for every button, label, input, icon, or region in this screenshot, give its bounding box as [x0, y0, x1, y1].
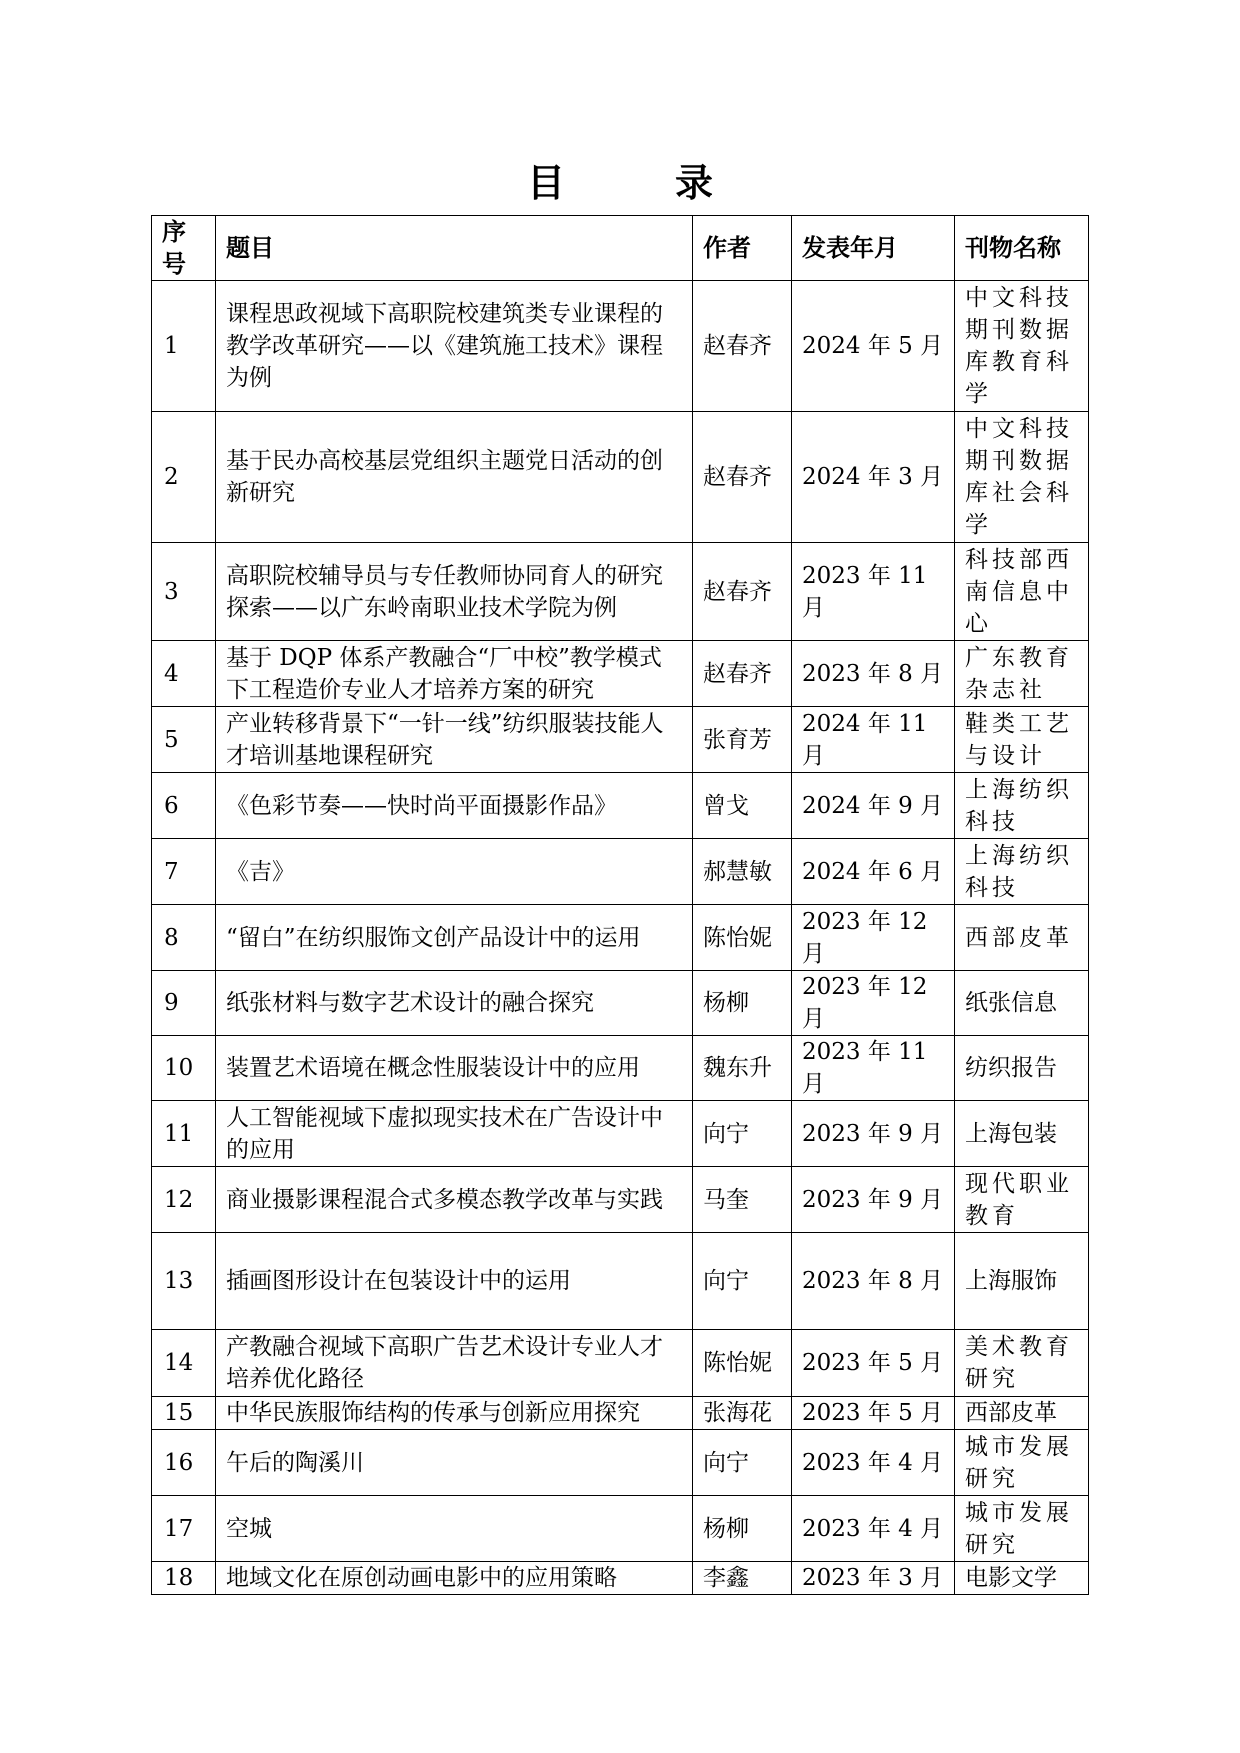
table-row	[152, 641, 1089, 707]
row-journal: 科技部西南信息中心	[955, 543, 1089, 641]
row-num: 1	[152, 281, 216, 412]
table-row	[152, 1430, 1089, 1496]
row-title: 空城	[216, 1496, 693, 1562]
row-author: 向宁	[693, 1101, 792, 1167]
row-title: 《吉》	[216, 839, 693, 905]
row-title: 纸张材料与数字艺术设计的融合探究	[216, 971, 693, 1036]
row-title: 中华民族服饰结构的传承与创新应用探究	[216, 1397, 693, 1430]
row-journal: 中文科技期刊数据库社会科学	[955, 412, 1089, 543]
row-date: 2023 年 3 月	[792, 1562, 955, 1595]
row-author: 陈怡妮	[693, 905, 792, 971]
row-author: 杨柳	[693, 1496, 792, 1562]
row-date: 2023 年 8 月	[792, 1233, 955, 1330]
row-journal: 美术教育研究	[955, 1330, 1089, 1397]
row-num: 7	[152, 839, 216, 905]
row-title: 产教融合视域下高职广告艺术设计专业人才培养优化路径	[216, 1330, 693, 1397]
row-title: 《色彩节奏——快时尚平面摄影作品》	[216, 773, 693, 839]
row-num: 8	[152, 905, 216, 971]
header-author: 作者	[693, 216, 792, 281]
row-journal: 上海服饰	[955, 1233, 1089, 1330]
row-num: 3	[152, 543, 216, 641]
table-row	[152, 412, 1089, 543]
row-num: 11	[152, 1101, 216, 1167]
table-row	[152, 905, 1089, 971]
row-author: 张育芳	[693, 707, 792, 773]
table-row	[152, 281, 1089, 412]
row-journal: 现代职业教育	[955, 1167, 1089, 1233]
row-author: 魏东升	[693, 1036, 792, 1101]
row-num: 13	[152, 1233, 216, 1330]
table-row	[152, 1101, 1089, 1167]
table-row	[152, 1330, 1089, 1397]
header-title: 题目	[216, 216, 693, 281]
table-row	[152, 971, 1089, 1036]
row-date: 2023 年 12 月	[792, 971, 955, 1036]
table-row	[152, 1562, 1089, 1595]
row-date: 2023 年 11 月	[792, 543, 955, 641]
row-title: 基于民办高校基层党组织主题党日活动的创新研究	[216, 412, 693, 543]
table-row	[152, 773, 1089, 839]
row-num: 4	[152, 641, 216, 707]
row-num: 15	[152, 1397, 216, 1430]
row-num: 16	[152, 1430, 216, 1496]
row-author: 杨柳	[693, 971, 792, 1036]
row-date: 2023 年 9 月	[792, 1101, 955, 1167]
row-num: 10	[152, 1036, 216, 1101]
row-author: 郝慧敏	[693, 839, 792, 905]
row-num: 14	[152, 1330, 216, 1397]
row-date: 2024 年 3 月	[792, 412, 955, 543]
row-author: 赵春齐	[693, 412, 792, 543]
row-journal: 上海包装	[955, 1101, 1089, 1167]
row-author: 陈怡妮	[693, 1330, 792, 1397]
table-row	[152, 543, 1089, 641]
row-title: 插画图形设计在包装设计中的运用	[216, 1233, 693, 1330]
row-title: 装置艺术语境在概念性服装设计中的应用	[216, 1036, 693, 1101]
row-title: 产业转移背景下“一针一线”纺织服装技能人才培训基地课程研究	[216, 707, 693, 773]
row-date: 2023 年 4 月	[792, 1496, 955, 1562]
row-journal: 西部皮革	[955, 1397, 1089, 1430]
row-journal: 城市发展研究	[955, 1496, 1089, 1562]
row-journal: 纸张信息	[955, 971, 1089, 1036]
row-date: 2024 年 6 月	[792, 839, 955, 905]
table-of-contents	[151, 215, 1089, 1595]
table-row	[152, 1036, 1089, 1101]
row-author: 曾戈	[693, 773, 792, 839]
row-date: 2024 年 9 月	[792, 773, 955, 839]
row-title: “留白”在纺织服饰文创产品设计中的运用	[216, 905, 693, 971]
row-date: 2023 年 4 月	[792, 1430, 955, 1496]
row-author: 向宁	[693, 1430, 792, 1496]
row-date: 2023 年 8 月	[792, 641, 955, 707]
row-num: 6	[152, 773, 216, 839]
row-title: 高职院校辅导员与专任教师协同育人的研究探索——以广东岭南职业技术学院为例	[216, 543, 693, 641]
row-date: 2023 年 9 月	[792, 1167, 955, 1233]
row-title: 午后的陶溪川	[216, 1430, 693, 1496]
table-row	[152, 839, 1089, 905]
row-num: 2	[152, 412, 216, 543]
row-journal: 上海纺织科技	[955, 839, 1089, 905]
row-title: 基于 DQP 体系产教融合“厂中校”教学模式下工程造价专业人才培养方案的研究	[216, 641, 693, 707]
row-journal: 电影文学	[955, 1562, 1089, 1595]
header-date: 发表年月	[792, 216, 955, 281]
row-journal: 广东教育杂志社	[955, 641, 1089, 707]
row-date: 2023 年 5 月	[792, 1330, 955, 1397]
row-title: 商业摄影课程混合式多模态教学改革与实践	[216, 1167, 693, 1233]
row-num: 9	[152, 971, 216, 1036]
row-journal: 鞋类工艺与设计	[955, 707, 1089, 773]
row-title: 地域文化在原创动画电影中的应用策略	[216, 1562, 693, 1595]
row-journal: 上海纺织科技	[955, 773, 1089, 839]
row-author: 赵春齐	[693, 543, 792, 641]
row-num: 12	[152, 1167, 216, 1233]
row-journal: 纺织报告	[955, 1036, 1089, 1101]
header-journal: 刊物名称	[955, 216, 1089, 281]
table-row	[152, 1167, 1089, 1233]
row-num: 18	[152, 1562, 216, 1595]
header-num: 序号	[152, 216, 216, 281]
row-journal: 城市发展研究	[955, 1430, 1089, 1496]
page-title: 目 录	[526, 160, 749, 205]
table-row	[152, 1233, 1089, 1330]
table-row	[152, 1496, 1089, 1562]
row-title: 人工智能视域下虚拟现实技术在广告设计中的应用	[216, 1101, 693, 1167]
row-author: 赵春齐	[693, 281, 792, 412]
row-author: 向宁	[693, 1233, 792, 1330]
row-journal: 西部皮革	[955, 905, 1089, 971]
row-author: 马奎	[693, 1167, 792, 1233]
row-num: 17	[152, 1496, 216, 1562]
row-date: 2024 年 5 月	[792, 281, 955, 412]
row-date: 2023 年 12 月	[792, 905, 955, 971]
row-date: 2023 年 11 月	[792, 1036, 955, 1101]
row-num: 5	[152, 707, 216, 773]
row-title: 课程思政视域下高职院校建筑类专业课程的教学改革研究——以《建筑施工技术》课程为例	[216, 281, 693, 412]
row-author: 张海花	[693, 1397, 792, 1430]
row-journal: 中文科技期刊数据库教育科学	[955, 281, 1089, 412]
table-row	[152, 1397, 1089, 1430]
table-row	[152, 707, 1089, 773]
row-author: 李鑫	[693, 1562, 792, 1595]
header-row	[152, 216, 1089, 281]
row-date: 2024 年 11 月	[792, 707, 955, 773]
row-author: 赵春齐	[693, 641, 792, 707]
row-date: 2023 年 5 月	[792, 1397, 955, 1430]
